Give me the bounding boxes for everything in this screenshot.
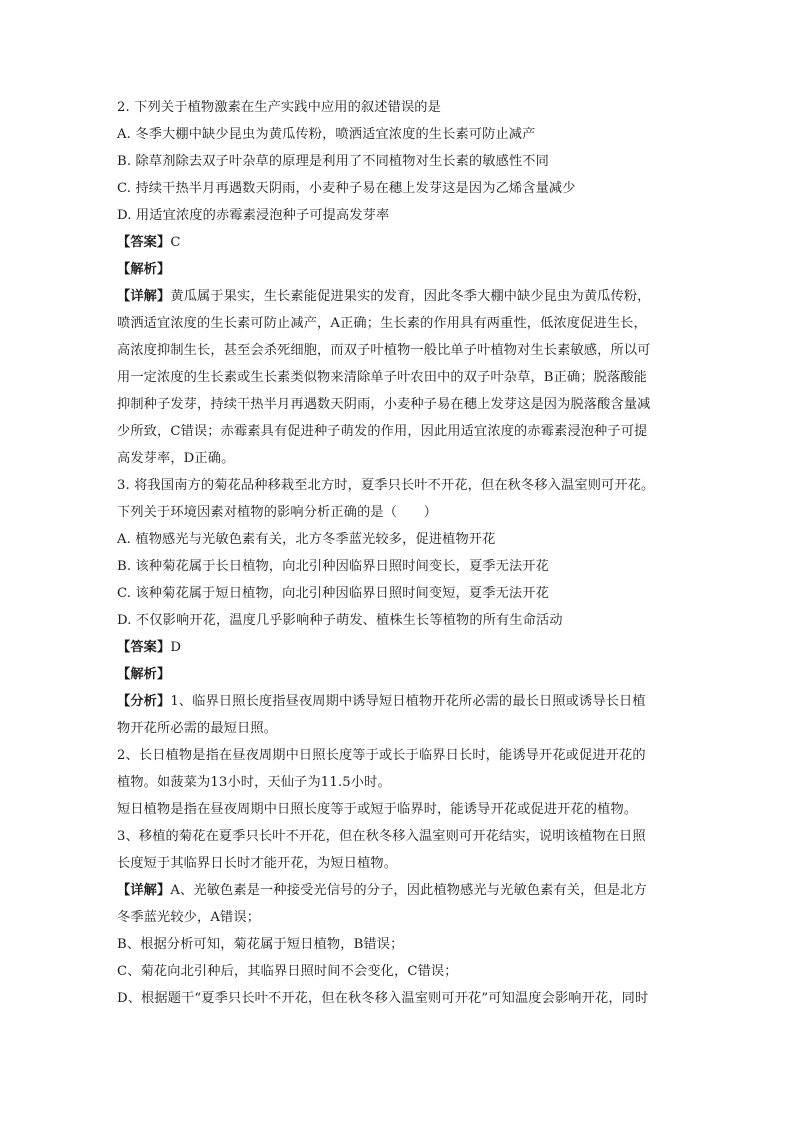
q2-answer <box>117 229 677 256</box>
q2-detail-text: 黄瓜属于果实，生长素能促进果实的发育，因此冬季大棚中缺少昆虫为黄瓜传粉， <box>170 289 651 304</box>
q3-answer-tag: 【答案】 <box>117 640 171 655</box>
q2-detail-line: 喷洒适宜浓度的生长素可防止减产，A正确；生长素的作用具有两重性，低浓度促进生长， <box>117 316 647 331</box>
q3-fenxi-line: 物开花所必需的最短日照。 <box>117 721 278 736</box>
q3-stem-line: 3. 将我国南方的菊花品种移栽至北方时，夏季只长叶不开花，但在秋冬移入温室则可开花。 <box>117 478 655 493</box>
q2-answer-tag: 【答案】 <box>117 235 171 250</box>
q3-fenxi-line: 2、长日植物是指在昼夜周期中日照长度等于或长于临界日长时，能诱导开花或促进开花的 <box>117 748 646 763</box>
q3-option-d: D. 不仅影响开花，温度几乎影响种子萌发、植株生长等植物的所有生命活动 <box>117 613 563 628</box>
q2-detail-tag: 【详解】 <box>117 289 171 304</box>
q2-option-d: D. 用适宜浓度的赤霉素浸泡种子可提高发芽率 <box>117 208 390 223</box>
q3-analysis-tag: 【解析】 <box>117 667 171 682</box>
q3-fenxi-tag: 【分析】 <box>117 694 171 709</box>
q3-detail-line: C、菊花向北引种后，其临界日照时间不会变化，C错误； <box>117 964 458 979</box>
q2-detail-line: 用一定浓度的生长素或生长素类似物来清除单子叶农田中的双子叶杂草，B正确；脱落酸能 <box>117 370 647 385</box>
q3-detail-line: 冬季蓝光较少，A错误； <box>117 910 261 925</box>
q3-fenxi-line: 植物。如菠菜为13小时，天仙子为11.5小时。 <box>117 775 391 790</box>
q2-option-a: A. 冬季大棚中缺少昆虫为黄瓜传粉，喷洒适宜浓度的生长素可防止减产 <box>117 127 536 142</box>
q2-detail-line: 少所致，C错误；赤霉素具有促进种子萌发的作用，因此用适宜浓度的赤霉素浸泡种子可提 <box>117 424 648 439</box>
document-content <box>117 94 677 1012</box>
q3-fenxi-line: 短日植物是指在昼夜周期中日照长度等于或短于临界时，能诱导开花或促进开花的植物。 <box>117 802 638 817</box>
q3-fenxi-line: 长度短于其临界日长时才能开花，为短日植物。 <box>117 856 398 871</box>
q3-option-b: B. 该种菊花属于长日植物，向北引种因临界日照时间变长，夏季无法开花 <box>117 559 549 574</box>
q3-stem-line: 下列关于环境因素对植物的影响分析正确的是（ ） <box>117 505 438 520</box>
q2-detail-line <box>117 283 677 310</box>
q2-stem: 2. 下列关于植物激素在生产实践中应用的叙述错误的是 <box>117 100 441 115</box>
q2-detail-line: 抑制种子发芽，持续干热半月再遇数天阴雨，小麦种子易在穗上发芽这是因为脱落酸含量减 <box>117 397 651 412</box>
q2-answer-value: C <box>170 235 181 250</box>
q2-option-b: B. 除草剂除去双子叶杂草的原理是利用了不同植物对生长素的敏感性不同 <box>117 154 549 169</box>
q3-answer-value: D <box>170 640 182 655</box>
q3-fenxi-line: 3、移植的菊花在夏季只长叶不开花，但在秋冬移入温室则可开花结实，说明该植物在日照 <box>117 829 646 844</box>
q3-detail-line <box>117 877 677 904</box>
q2-detail-line: 高浓度抑制生长，甚至会杀死细胞，而双子叶植物一般比单子叶植物对生长素敏感，所以可 <box>117 343 651 358</box>
q2-analysis-tag: 【解析】 <box>117 262 171 277</box>
q3-detail-line: D、根据题干“夏季只长叶不开花，但在秋冬移入温室则可开花”可知温度会影响开花，同时 <box>117 991 649 1006</box>
q3-detail-tag: 【详解】 <box>117 883 171 898</box>
q3-fenxi-text: 1、临界日照长度指昼夜周期中诱导短日植物开花所必需的最长日照或诱导长日植 <box>170 694 646 709</box>
q3-answer <box>117 634 677 661</box>
q3-option-c: C. 该种菊花属于短日植物，向北引种因临界日照时间变短，夏季无法开花 <box>117 586 549 601</box>
q2-detail-line: 高发芽率，D正确。 <box>117 451 235 466</box>
q3-detail-line: B、根据分析可知，菊花属于短日植物，B错误； <box>117 937 404 952</box>
q3-detail-text: A、光敏色素是一种接受光信号的分子，因此植物感光与光敏色素有关，但是北方 <box>170 883 647 898</box>
q3-fenxi-line <box>117 688 677 715</box>
q3-option-a: A. 植物感光与光敏色素有关，北方冬季蓝光较多，促进植物开花 <box>117 532 496 547</box>
q2-option-c: C. 持续干热半月再遇数天阴雨，小麦种子易在穗上发芽这是因为乙烯含量减少 <box>117 181 576 196</box>
